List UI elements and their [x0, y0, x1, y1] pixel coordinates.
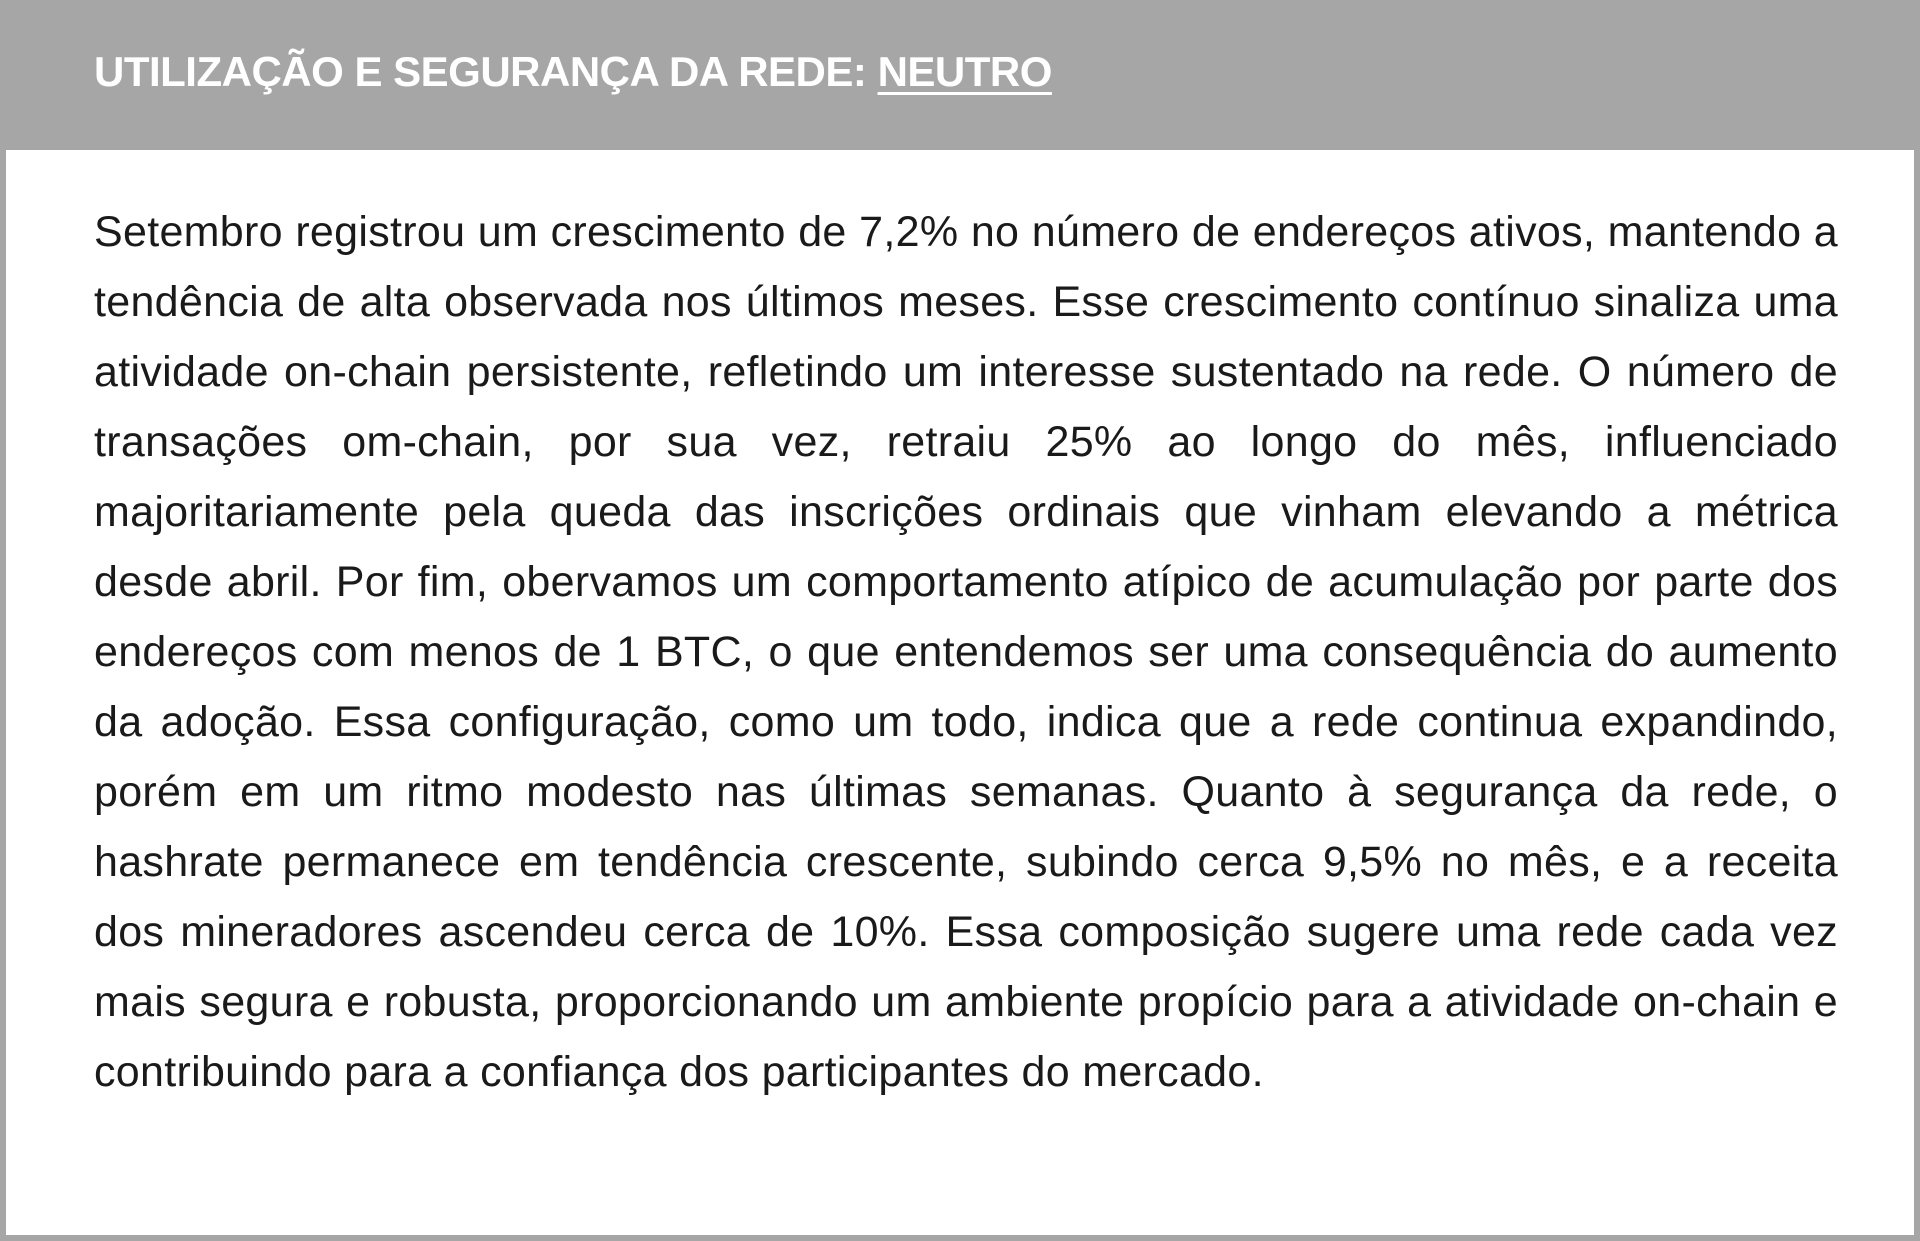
status-label: NEUTRO — [877, 48, 1052, 95]
section-title — [94, 48, 1052, 96]
card-body — [94, 197, 1838, 1107]
body-paragraph: Setembro registrou um crescimento de 7,2% no número de endereços ativos, mantendo a tendência de alta observada nos últimos meses. Esse crescimento contínuo sinaliza uma atividade on-chain persistente, refletindo um interesse sustentado na rede. O número de transações om-chain, por sua vez, retraiu 25% ao longo do mês, influenciado majoritariamente pela queda das inscrições ordinais que vinham elevando a métrica desde abril. Por fim, obervamos um comportamento atípico de acumulação por parte dos endereços com menos de 1 BTC, o que entendemos ser uma consequência do aumento da adoção. Essa configuração, como um todo, indica que a rede continua expandindo, porém em um ritmo modesto nas últimas semanas. Quanto à segurança da rede, o hashrate permanece em tendência crescente, subindo cerca 9,5% no mês, e a receita dos mineradores ascendeu cerca de 10%. Essa composição sugere uma rede cada vez mais segura e robusta, proporcionando um ambiente propício para a atividade on-chain e contribuindo para a confiança dos participantes do mercado. — [94, 208, 1838, 1096]
card-header — [6, 0, 1920, 150]
section-title-text: UTILIZAÇÃO E SEGURANÇA DA REDE: — [94, 48, 867, 95]
